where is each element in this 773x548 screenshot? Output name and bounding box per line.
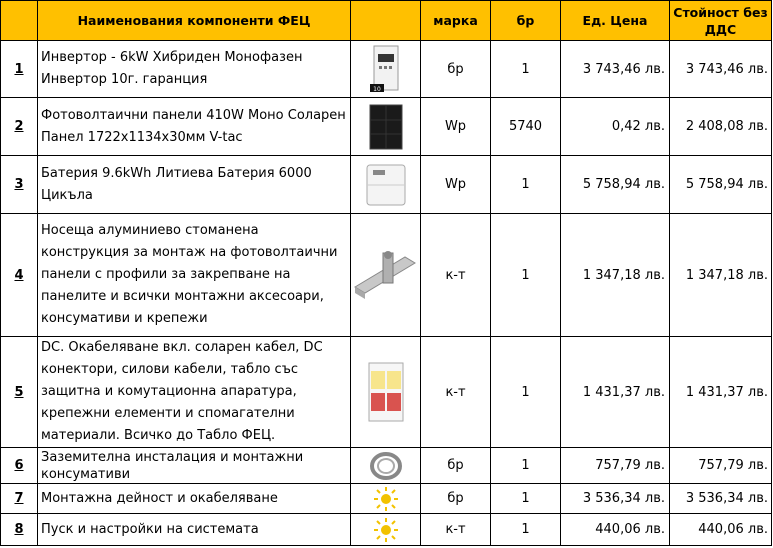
- row-price: 440,06 лв.: [561, 514, 670, 546]
- row-price: 0,42 лв.: [561, 98, 670, 156]
- table-row: [1, 514, 772, 546]
- row-unit: к-т: [421, 337, 491, 448]
- row-total: 5 758,94 лв.: [670, 156, 772, 214]
- row-price: 3 536,34 лв.: [561, 484, 670, 514]
- row-number: 5: [1, 337, 38, 448]
- row-unit: к-т: [421, 514, 491, 546]
- row-qty: 1: [491, 41, 561, 98]
- row-unit: бр: [421, 448, 491, 484]
- header-row: [1, 1, 772, 41]
- row-price: 5 758,94 лв.: [561, 156, 670, 214]
- table-row: [1, 156, 772, 214]
- row-name: DC. Окабеляване вкл. соларен кабел, DC конектори, силови кабели, табло със защитна и комутационна апаратура, крепежни елементи и спомагателни материали. Всичко до Табло ФЕЦ.: [38, 337, 351, 448]
- row-total: 440,06 лв.: [670, 514, 772, 546]
- row-unit: Wp: [421, 156, 491, 214]
- row-price: 3 743,46 лв.: [561, 41, 670, 98]
- row-number: 2: [1, 98, 38, 156]
- row-unit: Wp: [421, 98, 491, 156]
- row-total: 3 536,34 лв.: [670, 484, 772, 514]
- row-number: 3: [1, 156, 38, 214]
- row-unit: бр: [421, 41, 491, 98]
- row-unit: бр: [421, 484, 491, 514]
- row-price: 757,79 лв.: [561, 448, 670, 484]
- row-name: Батерия 9.6kWh Литиева Батерия 6000 Цикъла: [38, 156, 351, 214]
- row-name: Монтажна дейност и окабеляване: [38, 484, 351, 514]
- row-total: 2 408,08 лв.: [670, 98, 772, 156]
- header-qty: бр: [491, 1, 561, 41]
- row-number: 4: [1, 214, 38, 337]
- table-row: [1, 98, 772, 156]
- header-no: [1, 1, 38, 41]
- surge-protector-image: [351, 337, 421, 448]
- row-name: Пуск и настройки на системата: [38, 514, 351, 546]
- row-number: 8: [1, 514, 38, 546]
- table-row: [1, 337, 772, 448]
- row-total: 3 743,46 лв.: [670, 41, 772, 98]
- mounting-rail-image: [351, 214, 421, 337]
- row-name: Инвертор - 6kW Хибриден Монофазен Инвертор 10г. гаранция: [38, 41, 351, 98]
- header-image: [351, 1, 421, 41]
- header-unit-price: Ед. Цена: [561, 1, 670, 41]
- row-total: 757,79 лв.: [670, 448, 772, 484]
- row-name: Носеща алуминиево стоманена конструкция за монтаж на фотоволтаични панели с профили за закрепване на панелите и всички монтажни аксесоари, консумативи и крепежи: [38, 214, 351, 337]
- sun-logo-icon: [351, 484, 421, 514]
- row-qty: 1: [491, 484, 561, 514]
- row-qty: 1: [491, 214, 561, 337]
- grounding-wire-image: [351, 448, 421, 484]
- row-name: Заземителна инсталация и монтажни консумативи: [38, 448, 351, 484]
- row-number: 7: [1, 484, 38, 514]
- solar-panel-image: [351, 98, 421, 156]
- sun-logo-icon: [351, 514, 421, 546]
- row-total: 1 431,37 лв.: [670, 337, 772, 448]
- row-qty: 1: [491, 156, 561, 214]
- header-name: Наименования компоненти ФЕЦ: [38, 1, 351, 41]
- battery-image: [351, 156, 421, 214]
- row-qty: 1: [491, 337, 561, 448]
- row-unit: к-т: [421, 214, 491, 337]
- svg-text:10: 10: [372, 86, 381, 93]
- row-qty: 1: [491, 514, 561, 546]
- header-brand: марка: [421, 1, 491, 41]
- row-price: 1 431,37 лв.: [561, 337, 670, 448]
- row-total: 1 347,18 лв.: [670, 214, 772, 337]
- header-total: Стойност без ДДС: [670, 1, 772, 41]
- row-qty: 5740: [491, 98, 561, 156]
- row-price: 1 347,18 лв.: [561, 214, 670, 337]
- table-row: [1, 484, 772, 514]
- row-qty: 1: [491, 448, 561, 484]
- row-number: 1: [1, 41, 38, 98]
- table-row: [1, 214, 772, 337]
- table-row: [1, 448, 772, 484]
- table-row: [1, 41, 772, 98]
- row-number: 6: [1, 448, 38, 484]
- inverter-image: [351, 41, 421, 98]
- row-name: Фотоволтаични панели 410W Моно Соларен Панел 1722x1134x30мм V-tac: [38, 98, 351, 156]
